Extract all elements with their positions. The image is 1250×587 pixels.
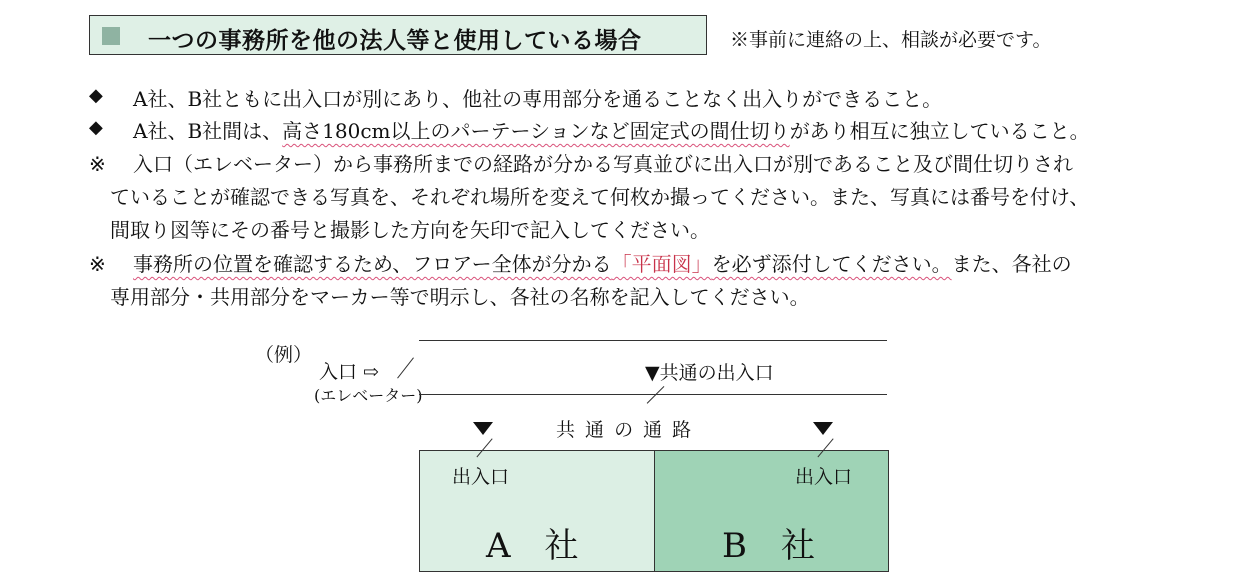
diamond-icon: ◆ bbox=[89, 117, 103, 138]
requirement-item-2 bbox=[133, 115, 1090, 147]
note-2-line-2: 専用部分・共用部分をマーカー等で明示し、各社の名称を記入してください。 bbox=[110, 285, 810, 309]
common-entrance-label: ▼共通の出入口 bbox=[645, 362, 774, 384]
note-2-pre-text: 事務所の位置を確認するため、フロアー全体が分かる bbox=[133, 252, 612, 276]
door-a-label: 出入口 bbox=[452, 466, 510, 488]
note-1-line-2: ていることが確認できる写真を、それぞれ場所を変えて何枚か撮ってください。また、写真には番号を付け、 bbox=[110, 185, 1090, 209]
door-b-arrow-icon bbox=[813, 422, 833, 435]
note-2-attach-text: を必ず添付してください。 bbox=[711, 252, 952, 276]
note-mark: ※ bbox=[89, 152, 106, 176]
entrance-label: 入口 ⇨ bbox=[319, 361, 379, 383]
partition-requirement: 高さ180cm以上のパーテーションなど固定式の間仕切り bbox=[282, 119, 790, 143]
note-2-pre bbox=[133, 252, 952, 276]
company-b-name: B 社 bbox=[722, 526, 815, 566]
company-a-name: A 社 bbox=[486, 526, 579, 566]
requirement-item-1: A社、B社ともに出入口が別にあり、他社の専用部分を通ることなく出入りができること。 bbox=[133, 87, 943, 111]
requirement-item-2-pre: A社、B社間は、 bbox=[133, 119, 283, 143]
corridor-top-line bbox=[419, 340, 887, 341]
example-label: （例） bbox=[255, 344, 313, 366]
note-mark: ※ bbox=[89, 252, 106, 276]
door-a-arrow-icon bbox=[473, 422, 493, 435]
square-icon bbox=[102, 27, 120, 45]
entrance-slash bbox=[397, 357, 414, 378]
diamond-icon: ◆ bbox=[89, 85, 103, 106]
section-title: 一つの事務所を他の法人等と使用している場合 bbox=[148, 28, 642, 54]
door-b-label: 出入口 bbox=[795, 466, 853, 488]
note-1-line-1: 入口（エレベーター）から事務所までの経路が分かる写真並びに出入口が別であること及び間仕切りされ bbox=[133, 152, 1073, 176]
common-entrance-slash bbox=[647, 386, 665, 404]
header-note: ※事前に連絡の上、相談が必要です。 bbox=[730, 29, 1052, 51]
floor-plan-highlight: 「平面図」 bbox=[611, 252, 712, 276]
corridor-label: 共 通 の 通 路 bbox=[556, 419, 694, 441]
note-2-line-1 bbox=[133, 248, 1072, 280]
requirement-item-2-post: があり相互に独立していること。 bbox=[789, 119, 1090, 143]
section-header bbox=[89, 15, 707, 55]
note-1-line-3: 間取り図等にその番号と撮影した方向を矢印で記入してください。 bbox=[110, 218, 710, 242]
note-2-post: また、各社の bbox=[951, 252, 1072, 276]
elevator-label: (エレベーター) bbox=[314, 386, 423, 405]
